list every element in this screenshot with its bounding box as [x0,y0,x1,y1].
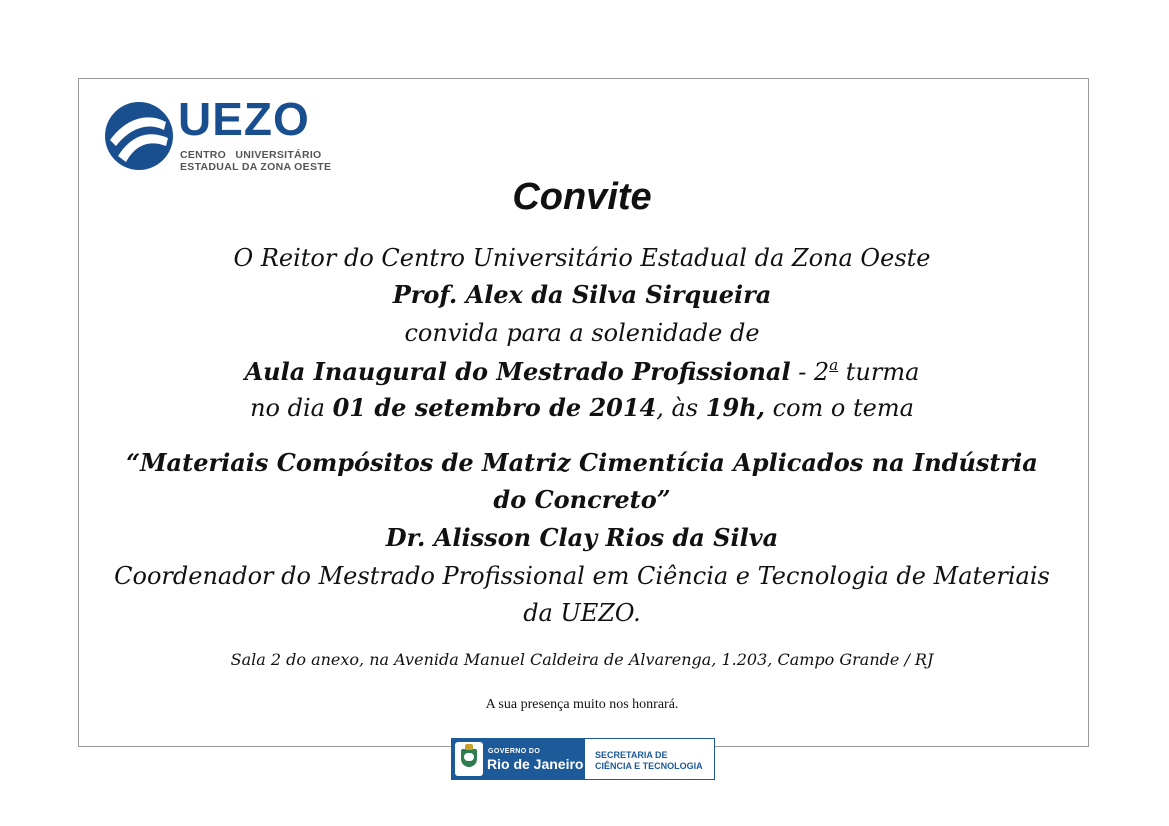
class-ordinal: a [829,356,839,374]
invitation-date-line [0,395,1164,421]
logo-wordmark: UEZO [178,93,310,145]
rector-name: Prof. Alex da Silva Sirqueira [392,280,772,309]
footer-secretaria [595,750,703,773]
date-suffix: com o tema [765,394,914,422]
class-rest: turma [838,358,920,386]
date-mid: , às [656,394,706,422]
theme-title-2: do Concreto” [493,485,671,514]
uezo-swoosh-logo-icon [104,100,174,172]
footer-secretaria-line1: SECRETARIA DE [595,750,668,760]
page-title: Convite [512,176,652,218]
venue-address: Sala 2 do anexo, na Avenida Manuel Caldeira de Alvarenga, 1.203, Campo Grande / RJ [230,650,934,669]
speaker-role-2: da UEZO. [523,599,641,627]
rio-state-crest-icon [455,742,483,776]
uezo-logo [104,93,332,175]
event-name: Aula Inaugural do Mestrado Profissional [244,357,791,386]
footer-gov-small: GOVERNO DO [488,748,541,755]
date-prefix: no dia [250,394,333,422]
class-separator: - 2 [790,358,830,386]
footer-government-logo [451,738,715,780]
logo-subtitle-line2: ESTADUAL DA ZONA OESTE [180,161,332,173]
speaker-role-1: Coordenador do Mestrado Profissional em Ciência e Tecnologia de Materiais [114,562,1050,590]
footer-secretaria-line2: CIÊNCIA E TECNOLOGIA [595,761,703,772]
footer-gov-block [452,739,585,779]
theme-line-1 [0,450,1164,476]
invitation-rector-name [0,282,1164,308]
footer-gov-state: Rio de Janeiro [487,756,584,772]
closing-text: A sua presença muito nos honrará. [485,697,679,712]
speaker-name-line [0,525,1164,551]
invitation-line-rector-title: O Reitor do Centro Universitário Estadual da Zona Oeste [233,244,931,272]
speaker-name: Dr. Alisson Clay Rios da Silva [385,523,779,552]
theme-title-1: “Materiais Compósitos de Matriz Cimentícia Aplicados na Indústria [126,448,1038,477]
event-time: 19h, [705,393,765,422]
event-date: 01 de setembro de 2014 [332,393,657,422]
invitation-event-line [0,357,1164,385]
invitation-line-invites: convida para a solenidade de [404,319,760,347]
theme-line-2 [0,487,1164,513]
logo-subtitle-line1: CENTRO UNIVERSITÁRIO [180,149,322,161]
